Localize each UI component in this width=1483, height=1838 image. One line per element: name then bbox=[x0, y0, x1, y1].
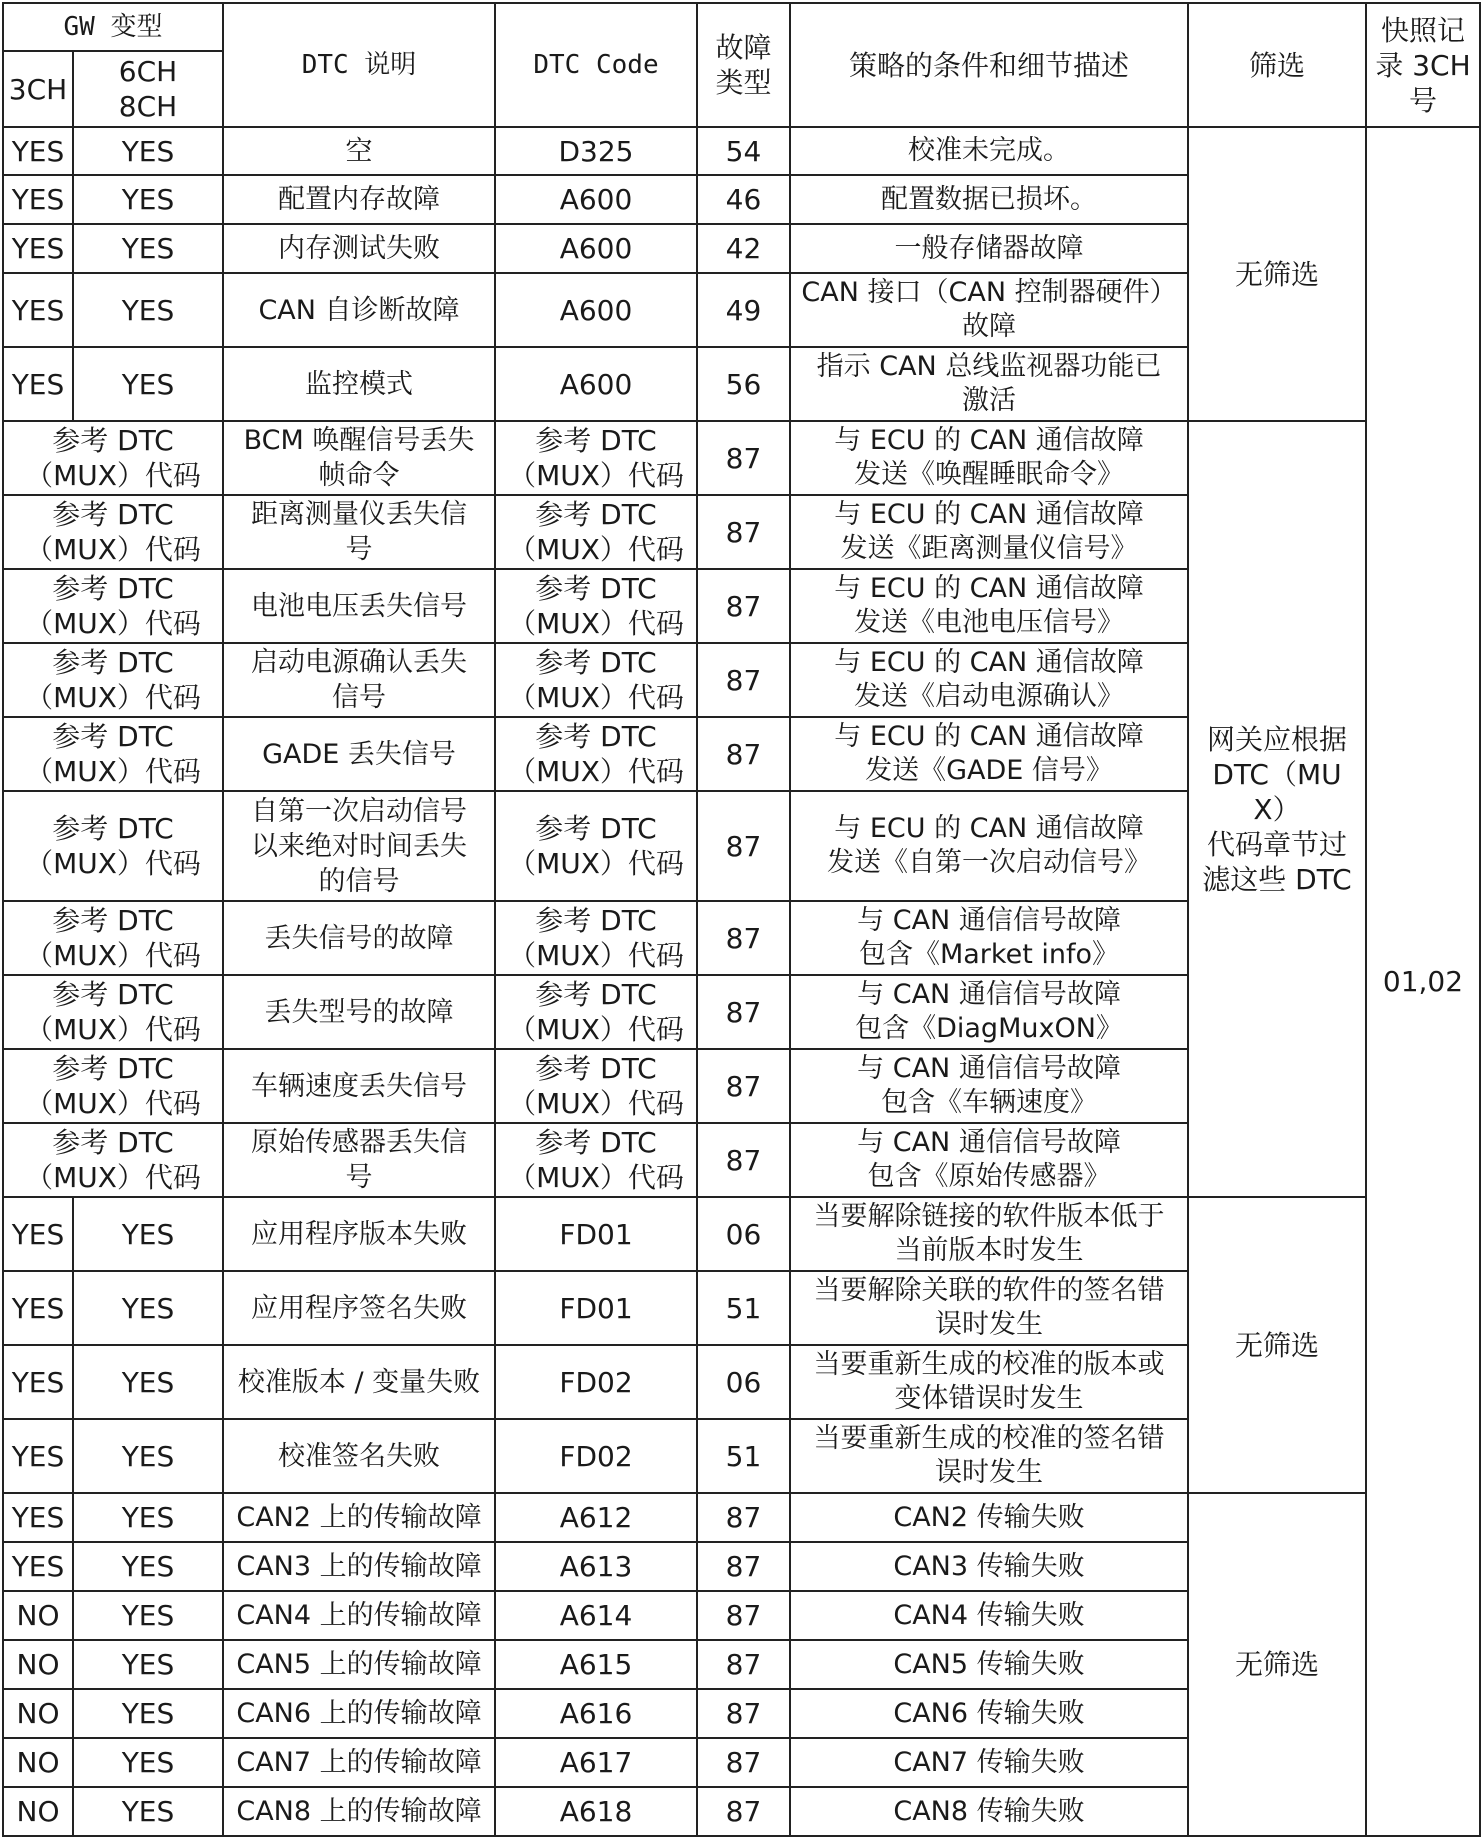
dtc-description-cell: CAN 自诊断故障 bbox=[223, 273, 495, 347]
dtc-code-cell: D325 bbox=[495, 127, 697, 175]
variant-reference-cell: 参考 DTC （MUX）代码 bbox=[3, 569, 223, 643]
dtc-code-cell: 参考 DTC （MUX）代码 bbox=[495, 1123, 697, 1197]
header-gw-variant: GW 变型 bbox=[3, 3, 223, 51]
fault-type-cell: 87 bbox=[697, 1542, 790, 1591]
fault-type-cell: 54 bbox=[697, 127, 790, 175]
variant-reference-cell: 参考 DTC （MUX）代码 bbox=[3, 495, 223, 569]
fault-type-cell: 42 bbox=[697, 224, 790, 273]
dtc-code-cell: A615 bbox=[495, 1640, 697, 1689]
variant-reference-cell: 参考 DTC （MUX）代码 bbox=[3, 901, 223, 975]
strategy-cell: 与 ECU 的 CAN 通信故障 发送《唤醒睡眠命令》 bbox=[790, 421, 1188, 495]
dtc-description-cell: 校准版本 / 变量失败 bbox=[223, 1345, 495, 1419]
strategy-cell: 当要解除链接的软件版本低于 当前版本时发生 bbox=[790, 1197, 1188, 1271]
dtc-description-cell: BCM 唤醒信号丢失 帧命令 bbox=[223, 421, 495, 495]
dtc-code-cell: 参考 DTC （MUX）代码 bbox=[495, 717, 697, 791]
fault-type-cell: 87 bbox=[697, 901, 790, 975]
fault-type-cell: 87 bbox=[697, 791, 790, 901]
fault-type-cell: 49 bbox=[697, 273, 790, 347]
dtc-code-cell: FD01 bbox=[495, 1271, 697, 1345]
variant-3ch-cell: YES bbox=[3, 1419, 73, 1493]
dtc-description-cell: 丢失信号的故障 bbox=[223, 901, 495, 975]
strategy-cell: CAN3 传输失败 bbox=[790, 1542, 1188, 1591]
fault-type-cell: 87 bbox=[697, 1689, 790, 1738]
dtc-description-cell: 自第一次启动信号 以来绝对时间丢失 的信号 bbox=[223, 791, 495, 901]
dtc-code-cell: 参考 DTC （MUX）代码 bbox=[495, 791, 697, 901]
dtc-description-cell: CAN3 上的传输故障 bbox=[223, 1542, 495, 1591]
dtc-code-cell: A616 bbox=[495, 1689, 697, 1738]
fault-type-cell: 87 bbox=[697, 1591, 790, 1640]
fault-type-cell: 87 bbox=[697, 1049, 790, 1123]
table-row bbox=[3, 127, 1480, 175]
strategy-cell: 校准未完成。 bbox=[790, 127, 1188, 175]
dtc-description-cell: 原始传感器丢失信 号 bbox=[223, 1123, 495, 1197]
table-row bbox=[3, 1493, 1480, 1542]
variant-6ch-8ch-cell: YES bbox=[73, 1591, 223, 1640]
strategy-cell: 与 CAN 通信信号故障 包含《车辆速度》 bbox=[790, 1049, 1188, 1123]
strategy-cell: 配置数据已损坏。 bbox=[790, 175, 1188, 224]
variant-reference-cell: 参考 DTC （MUX）代码 bbox=[3, 717, 223, 791]
dtc-code-cell: 参考 DTC （MUX）代码 bbox=[495, 1049, 697, 1123]
variant-6ch-8ch-cell: YES bbox=[73, 1640, 223, 1689]
fault-type-cell: 87 bbox=[697, 1640, 790, 1689]
dtc-description-cell: CAN8 上的传输故障 bbox=[223, 1787, 495, 1836]
variant-3ch-cell: YES bbox=[3, 273, 73, 347]
dtc-code-cell: 参考 DTC （MUX）代码 bbox=[495, 421, 697, 495]
variant-3ch-cell: YES bbox=[3, 175, 73, 224]
strategy-cell: CAN8 传输失败 bbox=[790, 1787, 1188, 1836]
strategy-cell: 与 CAN 通信信号故障 包含《原始传感器》 bbox=[790, 1123, 1188, 1197]
dtc-code-cell: 参考 DTC （MUX）代码 bbox=[495, 901, 697, 975]
dtc-description-cell: 启动电源确认丢失 信号 bbox=[223, 643, 495, 717]
dtc-description-cell: CAN4 上的传输故障 bbox=[223, 1591, 495, 1640]
dtc-description-cell: 应用程序签名失败 bbox=[223, 1271, 495, 1345]
variant-reference-cell: 参考 DTC （MUX）代码 bbox=[3, 975, 223, 1049]
strategy-cell: 一般存储器故障 bbox=[790, 224, 1188, 273]
dtc-description-cell: 内存测试失败 bbox=[223, 224, 495, 273]
fault-type-cell: 51 bbox=[697, 1271, 790, 1345]
variant-reference-cell: 参考 DTC （MUX）代码 bbox=[3, 421, 223, 495]
variant-3ch-cell: YES bbox=[3, 1542, 73, 1591]
dtc-description-cell: CAN7 上的传输故障 bbox=[223, 1738, 495, 1787]
variant-6ch-8ch-cell: YES bbox=[73, 127, 223, 175]
variant-6ch-8ch-cell: YES bbox=[73, 1419, 223, 1493]
table-row bbox=[3, 421, 1480, 495]
dtc-description-cell: 空 bbox=[223, 127, 495, 175]
strategy-cell: 与 ECU 的 CAN 通信故障 发送《自第一次启动信号》 bbox=[790, 791, 1188, 901]
fault-type-cell: 87 bbox=[697, 1493, 790, 1542]
header-fault-type: 故障 类型 bbox=[697, 3, 790, 127]
strategy-cell: CAN4 传输失败 bbox=[790, 1591, 1188, 1640]
table-row bbox=[3, 1197, 1480, 1271]
strategy-cell: 与 CAN 通信信号故障 包含《Market info》 bbox=[790, 901, 1188, 975]
variant-6ch-8ch-cell: YES bbox=[73, 1493, 223, 1542]
variant-6ch-8ch-cell: YES bbox=[73, 1689, 223, 1738]
filter-group-3: 无筛选 bbox=[1188, 1197, 1366, 1493]
variant-3ch-cell: NO bbox=[3, 1787, 73, 1836]
variant-reference-cell: 参考 DTC （MUX）代码 bbox=[3, 791, 223, 901]
variant-3ch-cell: YES bbox=[3, 347, 73, 421]
dtc-code-cell: 参考 DTC （MUX）代码 bbox=[495, 975, 697, 1049]
fault-type-cell: 87 bbox=[697, 1123, 790, 1197]
header-dtc-code: DTC Code bbox=[495, 3, 697, 127]
strategy-cell: 当要重新生成的校准的版本或 变体错误时发生 bbox=[790, 1345, 1188, 1419]
dtc-code-cell: A618 bbox=[495, 1787, 697, 1836]
fault-type-cell: 87 bbox=[697, 495, 790, 569]
dtc-code-cell: A600 bbox=[495, 273, 697, 347]
strategy-cell: 与 ECU 的 CAN 通信故障 发送《GADE 信号》 bbox=[790, 717, 1188, 791]
fault-type-cell: 87 bbox=[697, 1787, 790, 1836]
snapshot-cell: 01,02 bbox=[1366, 127, 1480, 1836]
header-filter: 筛选 bbox=[1188, 3, 1366, 127]
variant-3ch-cell: YES bbox=[3, 224, 73, 273]
variant-3ch-cell: YES bbox=[3, 1493, 73, 1542]
variant-3ch-cell: YES bbox=[3, 1345, 73, 1419]
strategy-cell: CAN6 传输失败 bbox=[790, 1689, 1188, 1738]
dtc-code-cell: 参考 DTC （MUX）代码 bbox=[495, 643, 697, 717]
strategy-cell: 与 ECU 的 CAN 通信故障 发送《启动电源确认》 bbox=[790, 643, 1188, 717]
dtc-description-cell: CAN2 上的传输故障 bbox=[223, 1493, 495, 1542]
dtc-code-cell: FD02 bbox=[495, 1419, 697, 1493]
table-body bbox=[3, 127, 1480, 1836]
dtc-code-cell: 参考 DTC （MUX）代码 bbox=[495, 495, 697, 569]
variant-6ch-8ch-cell: YES bbox=[73, 224, 223, 273]
header-snapshot: 快照记 录 3CH 号 bbox=[1366, 3, 1480, 127]
fault-type-cell: 87 bbox=[697, 975, 790, 1049]
variant-6ch-8ch-cell: YES bbox=[73, 175, 223, 224]
strategy-cell: 与 ECU 的 CAN 通信故障 发送《电池电压信号》 bbox=[790, 569, 1188, 643]
dtc-code-cell: A612 bbox=[495, 1493, 697, 1542]
dtc-description-cell: 校准签名失败 bbox=[223, 1419, 495, 1493]
strategy-cell: 指示 CAN 总线监视器功能已 激活 bbox=[790, 347, 1188, 421]
dtc-code-cell: A614 bbox=[495, 1591, 697, 1640]
header-strategy: 策略的条件和细节描述 bbox=[790, 3, 1188, 127]
table-header bbox=[3, 3, 1480, 127]
variant-6ch-8ch-cell: YES bbox=[73, 1345, 223, 1419]
dtc-code-cell: A600 bbox=[495, 175, 697, 224]
header-6ch-8ch: 6CH 8CH bbox=[73, 51, 223, 127]
fault-type-cell: 87 bbox=[697, 569, 790, 643]
variant-3ch-cell: NO bbox=[3, 1689, 73, 1738]
strategy-cell: CAN2 传输失败 bbox=[790, 1493, 1188, 1542]
fault-type-cell: 51 bbox=[697, 1419, 790, 1493]
dtc-code-cell: A600 bbox=[495, 224, 697, 273]
dtc-table bbox=[2, 2, 1481, 1837]
dtc-code-cell: 参考 DTC （MUX）代码 bbox=[495, 569, 697, 643]
dtc-code-cell: A600 bbox=[495, 347, 697, 421]
fault-type-cell: 56 bbox=[697, 347, 790, 421]
fault-type-cell: 87 bbox=[697, 643, 790, 717]
strategy-cell: CAN7 传输失败 bbox=[790, 1738, 1188, 1787]
dtc-description-cell: 配置内存故障 bbox=[223, 175, 495, 224]
dtc-description-cell: 丢失型号的故障 bbox=[223, 975, 495, 1049]
header-dtc-description: DTC 说明 bbox=[223, 3, 495, 127]
variant-reference-cell: 参考 DTC （MUX）代码 bbox=[3, 1049, 223, 1123]
strategy-cell: 与 ECU 的 CAN 通信故障 发送《距离测量仪信号》 bbox=[790, 495, 1188, 569]
fault-type-cell: 87 bbox=[697, 1738, 790, 1787]
filter-group-2: 网关应根据 DTC（MUX） 代码章节过 滤这些 DTC bbox=[1188, 421, 1366, 1197]
dtc-description-cell: 车辆速度丢失信号 bbox=[223, 1049, 495, 1123]
variant-6ch-8ch-cell: YES bbox=[73, 347, 223, 421]
variant-3ch-cell: YES bbox=[3, 1197, 73, 1271]
variant-3ch-cell: YES bbox=[3, 1271, 73, 1345]
dtc-description-cell: 监控模式 bbox=[223, 347, 495, 421]
dtc-code-cell: A617 bbox=[495, 1738, 697, 1787]
fault-type-cell: 06 bbox=[697, 1345, 790, 1419]
dtc-code-cell: FD01 bbox=[495, 1197, 697, 1271]
dtc-description-cell: CAN5 上的传输故障 bbox=[223, 1640, 495, 1689]
dtc-code-cell: A613 bbox=[495, 1542, 697, 1591]
variant-6ch-8ch-cell: YES bbox=[73, 273, 223, 347]
dtc-code-cell: FD02 bbox=[495, 1345, 697, 1419]
variant-6ch-8ch-cell: YES bbox=[73, 1271, 223, 1345]
strategy-cell: CAN5 传输失败 bbox=[790, 1640, 1188, 1689]
header-3ch: 3CH bbox=[3, 51, 73, 127]
fault-type-cell: 06 bbox=[697, 1197, 790, 1271]
filter-group-1: 无筛选 bbox=[1188, 127, 1366, 421]
fault-type-cell: 87 bbox=[697, 717, 790, 791]
dtc-description-cell: 距离测量仪丢失信 号 bbox=[223, 495, 495, 569]
variant-3ch-cell: NO bbox=[3, 1591, 73, 1640]
dtc-description-cell: CAN6 上的传输故障 bbox=[223, 1689, 495, 1738]
strategy-cell: 与 CAN 通信信号故障 包含《DiagMuxON》 bbox=[790, 975, 1188, 1049]
variant-6ch-8ch-cell: YES bbox=[73, 1197, 223, 1271]
dtc-description-cell: 应用程序版本失败 bbox=[223, 1197, 495, 1271]
dtc-description-cell: GADE 丢失信号 bbox=[223, 717, 495, 791]
strategy-cell: CAN 接口（CAN 控制器硬件） 故障 bbox=[790, 273, 1188, 347]
variant-reference-cell: 参考 DTC （MUX）代码 bbox=[3, 1123, 223, 1197]
variant-6ch-8ch-cell: YES bbox=[73, 1738, 223, 1787]
filter-group-4: 无筛选 bbox=[1188, 1493, 1366, 1836]
fault-type-cell: 87 bbox=[697, 421, 790, 495]
variant-3ch-cell: NO bbox=[3, 1738, 73, 1787]
variant-6ch-8ch-cell: YES bbox=[73, 1542, 223, 1591]
strategy-cell: 当要解除关联的软件的签名错 误时发生 bbox=[790, 1271, 1188, 1345]
variant-3ch-cell: NO bbox=[3, 1640, 73, 1689]
variant-6ch-8ch-cell: YES bbox=[73, 1787, 223, 1836]
variant-reference-cell: 参考 DTC （MUX）代码 bbox=[3, 643, 223, 717]
strategy-cell: 当要重新生成的校准的签名错 误时发生 bbox=[790, 1419, 1188, 1493]
variant-3ch-cell: YES bbox=[3, 127, 73, 175]
dtc-description-cell: 电池电压丢失信号 bbox=[223, 569, 495, 643]
fault-type-cell: 46 bbox=[697, 175, 790, 224]
